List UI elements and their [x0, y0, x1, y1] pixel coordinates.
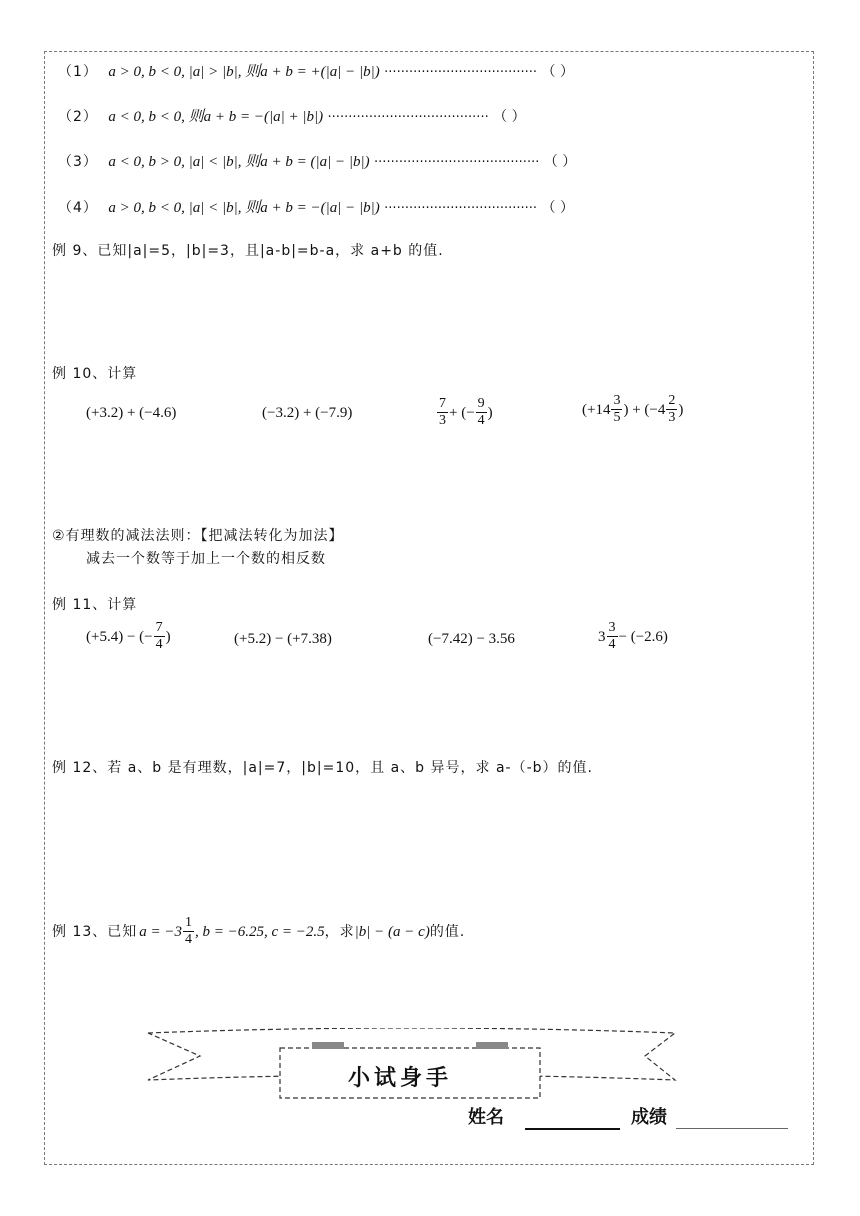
- example-10-expr-4: [582, 393, 683, 426]
- answer-blank: （ ）: [541, 200, 574, 216]
- leader-dots: ·······································: [327, 110, 489, 125]
- denominator: 4: [477, 413, 485, 428]
- leader-dots: ········································: [374, 155, 540, 170]
- numerator: 7: [439, 396, 446, 411]
- answer-blank: （ ）: [541, 64, 574, 80]
- numerator: 2: [668, 393, 676, 408]
- subtraction-rule-heading: ②有理数的减法法则：【把减法转化为加法】: [52, 528, 344, 544]
- condition-math: a > 0, b < 0, |a| < |b|, 则a + b = −(|a| − |b|): [108, 200, 380, 216]
- expr-text: (+3.2) + (−4.6): [86, 405, 177, 421]
- expr-text: , b = −6.25, c = −2.5: [195, 923, 325, 940]
- name-label: 姓名: [468, 1107, 504, 1128]
- example-10-expr-1: [86, 403, 176, 423]
- expr-text: ): [487, 404, 493, 421]
- example-10-title: 例 10、计算: [52, 366, 138, 382]
- fraction: [611, 393, 622, 426]
- expr-text: ): [165, 628, 171, 645]
- condition-number: （4）: [58, 200, 98, 216]
- numerator: 3: [613, 393, 621, 408]
- score-field[interactable]: [676, 1128, 788, 1129]
- denominator: 3: [439, 413, 446, 428]
- example-11-expr-1: [86, 620, 171, 653]
- condition-number: （1）: [58, 64, 98, 80]
- answer-blank: （ ）: [493, 109, 526, 125]
- expr-text: (+14: [582, 401, 611, 418]
- expr-text: ): [678, 401, 684, 418]
- fraction: [154, 620, 165, 653]
- condition-1: [58, 62, 574, 83]
- condition-math: a < 0, b < 0, 则a + b = −(|a| + |b|): [108, 109, 324, 125]
- numerator: 9: [477, 396, 485, 411]
- expr-text: a = −3: [139, 923, 183, 940]
- fraction: [666, 393, 677, 426]
- denominator: 4: [608, 637, 616, 652]
- expr-text: (+5.2) − (+7.38): [234, 631, 332, 647]
- fraction: [437, 396, 448, 429]
- condition-3: [58, 152, 576, 173]
- condition-number: （3）: [58, 154, 98, 170]
- fraction: [476, 396, 487, 429]
- expr-text: (−3.2) + (−7.9): [262, 405, 353, 421]
- fraction: [183, 915, 194, 948]
- expr-text: 3: [598, 628, 606, 645]
- expr-text: − (−2.6): [618, 628, 668, 645]
- denominator: 5: [613, 410, 621, 425]
- fraction: [607, 620, 618, 653]
- example-11-expr-4: [598, 620, 668, 653]
- example-13: [52, 915, 465, 948]
- expr-text: ) + (−4: [623, 401, 666, 418]
- expr-text: ，求: [324, 923, 355, 940]
- condition-2: [58, 107, 526, 128]
- condition-math: a > 0, b < 0, |a| > |b|, 则a + b = +(|a| − |b|): [108, 64, 380, 80]
- leader-dots: ·····································: [384, 201, 538, 216]
- leader-dots: ·····································: [384, 65, 538, 80]
- expr-text: |b| − (a − c): [354, 923, 430, 940]
- score-label: 成绩: [631, 1107, 667, 1128]
- example-12: 例 12、若 a、b 是有理数，|a|=7，|b|=10，且 a、b 异号，求 a-（-b）的值.: [52, 760, 593, 776]
- example-11-title: 例 11、计算: [52, 597, 138, 613]
- example-10-expr-3: [436, 393, 493, 429]
- condition-number: （2）: [58, 109, 98, 125]
- expr-text: (−7.42) − 3.56: [428, 631, 515, 647]
- example-10-expr-2: [262, 403, 352, 423]
- denominator: 4: [185, 932, 193, 947]
- denominator: 3: [668, 410, 676, 425]
- example-11-expr-2: [234, 629, 332, 649]
- name-field[interactable]: [525, 1128, 620, 1130]
- denominator: 4: [155, 637, 163, 652]
- condition-math: a < 0, b > 0, |a| < |b|, 则a + b = (|a| − |b|): [108, 154, 370, 170]
- answer-blank: （ ）: [543, 154, 577, 170]
- subtraction-rule-text: 减去一个数等于加上一个数的相反数: [86, 551, 326, 567]
- numerator: 3: [608, 620, 616, 635]
- expr-text: 例 13、已知: [52, 923, 138, 940]
- condition-4: [58, 198, 574, 219]
- expr-text: (+5.4) − (−: [86, 628, 153, 645]
- expr-text: 的值.: [429, 923, 466, 940]
- numerator: 1: [185, 915, 193, 930]
- example-9: 例 9、已知|a|=5，|b|=3，且|a-b|=b-a，求 a+b 的值.: [52, 243, 444, 259]
- banner-title: 小试身手: [348, 1065, 453, 1091]
- numerator: 7: [155, 620, 163, 635]
- expr-text: + (−: [449, 404, 475, 421]
- example-11-expr-3: [428, 629, 515, 649]
